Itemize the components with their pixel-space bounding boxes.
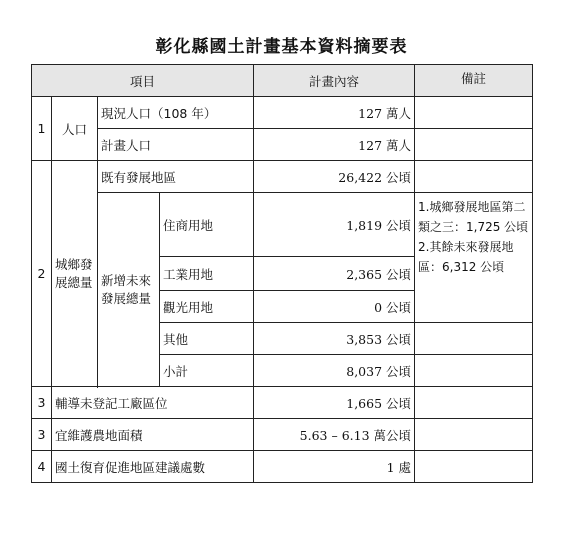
farmland-value: 5.63 – 6.13 萬公頃	[254, 419, 415, 451]
remark-line-1: 1.城鄉發展地區第二類之三：1,725 公頃	[418, 200, 529, 234]
table-row	[32, 97, 533, 129]
page-title: 彰化縣國土計畫基本資料摘要表	[155, 37, 408, 57]
current-population-value: 127 萬人	[254, 97, 415, 129]
current-population-label: 現況人口（108 年）	[98, 97, 254, 129]
row-number: 3	[32, 419, 52, 451]
land-use-label: 觀光用地	[160, 291, 254, 323]
land-use-value: 1,819 公頃	[254, 193, 415, 257]
restoration-value: 1 處	[254, 451, 415, 483]
row-number: 1	[32, 97, 52, 161]
urban-remark	[415, 193, 533, 323]
existing-area-label: 既有發展地區	[98, 161, 254, 193]
row-number: 3	[32, 387, 52, 419]
header-content: 計畫內容	[254, 65, 415, 97]
restoration-label: 國土復育促進地區建議處數	[52, 451, 254, 483]
remark-cell	[415, 129, 533, 161]
factory-label: 輔導未登記工廠區位	[52, 387, 254, 419]
table-row	[32, 419, 533, 451]
remark-line-2: 2.其餘未來發展地區：6,312 公頃	[418, 240, 514, 274]
land-use-label: 其他	[160, 323, 254, 355]
land-use-label: 工業用地	[160, 257, 254, 291]
planned-population-label: 計畫人口	[98, 129, 254, 161]
summary-table	[31, 64, 533, 483]
future-development-label: 新增未來發展總量	[98, 193, 160, 387]
row-number: 2	[32, 161, 52, 387]
table-row	[32, 387, 533, 419]
table-header-row	[32, 65, 533, 97]
land-use-value: 0 公頃	[254, 291, 415, 323]
table-row	[32, 161, 533, 193]
row-number: 4	[32, 451, 52, 483]
header-item: 項目	[32, 65, 254, 97]
existing-area-value: 26,422 公頃	[254, 161, 415, 193]
land-use-value: 3,853 公頃	[254, 323, 415, 355]
land-use-label: 住商用地	[160, 193, 254, 257]
land-use-value: 2,365 公頃	[254, 257, 415, 291]
farmland-label: 宜維護農地面積	[52, 419, 254, 451]
header-remark: 備註	[415, 65, 533, 97]
table-row	[32, 451, 533, 483]
remark-cell	[415, 97, 533, 129]
population-label: 人口	[52, 97, 98, 161]
remark-cell	[415, 451, 533, 483]
factory-value: 1,665 公頃	[254, 387, 415, 419]
land-use-value: 8,037 公頃	[254, 355, 415, 387]
planned-population-value: 127 萬人	[254, 129, 415, 161]
remark-cell	[415, 387, 533, 419]
land-use-label: 小計	[160, 355, 254, 387]
table-row	[32, 129, 533, 161]
table-row	[32, 193, 533, 257]
remark-cell	[415, 161, 533, 193]
urban-development-label: 城鄉發展總量	[52, 161, 98, 387]
remark-cell	[415, 355, 533, 387]
remark-cell	[415, 419, 533, 451]
remark-cell	[415, 323, 533, 355]
